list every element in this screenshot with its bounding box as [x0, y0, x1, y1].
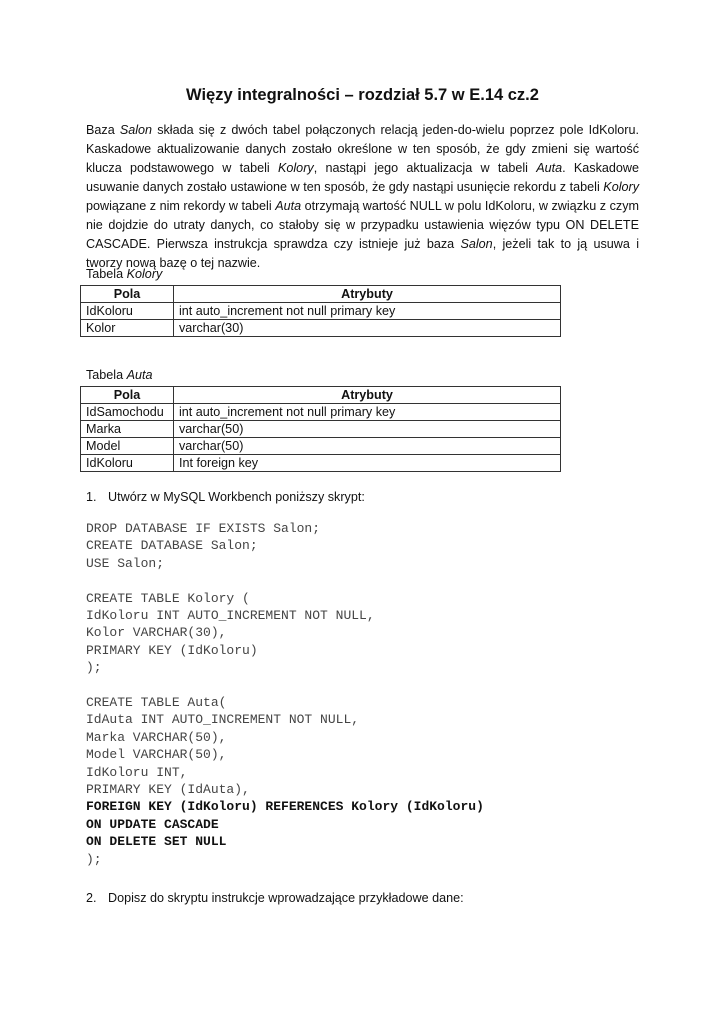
code-line: PRIMARY KEY (IdAuta), [86, 782, 250, 798]
header-pola: Pola [81, 286, 174, 303]
table-header-row [81, 286, 561, 303]
table-row [81, 404, 561, 421]
intro-italic-term: Salon [460, 237, 493, 251]
intro-text: , jeżeli tak to ją usuwa i tworzy nową bazę o tej nazwie. [86, 237, 639, 270]
cell-attributes: Int foreign key [174, 455, 561, 472]
code-line: IdKoloru INT AUTO_INCREMENT NOT NULL, [86, 608, 375, 624]
step-1 [86, 489, 365, 505]
cell-field: Marka [81, 421, 174, 438]
caption-prefix: Tabela [86, 267, 127, 281]
intro-text: powiązane z nim rekordy w tabeli [86, 199, 276, 213]
table-row [81, 455, 561, 472]
intro-text: . Kaskadowe usuwanie danych zostało ustawione w ten sposób, że gdy nastąpi usunięcie rekordu z tabeli [86, 161, 639, 194]
code-line: Marka VARCHAR(50), [86, 729, 227, 745]
step-number: 2. [86, 891, 97, 905]
code-line: ); [86, 660, 102, 676]
code-line: ); [86, 851, 102, 867]
table-row [81, 303, 561, 320]
header-atrybuty: Atrybuty [174, 387, 561, 404]
table-header-row [81, 387, 561, 404]
code-line: CREATE TABLE Kolory ( [86, 590, 250, 606]
intro-italic-term: Kolory [603, 180, 639, 194]
cell-attributes: varchar(50) [174, 438, 561, 455]
cell-field: Model [81, 438, 174, 455]
code-line: PRIMARY KEY (IdKoloru) [86, 642, 258, 658]
step-text: Utwórz w MySQL Workbench poniższy skrypt: [108, 490, 365, 504]
cell-field: IdKoloru [81, 303, 174, 320]
cell-field: Kolor [81, 320, 174, 337]
intro-text: składa się z dwóch tabel połączonych relacją jeden-do-wielu poprzez pole IdKoloru. Kaskadowe aktualizowanie danych zostało określone w ten sposób, że gdy zmieni się wartość klucza podstawowego w tabeli [86, 123, 639, 175]
sql-code-block [86, 520, 484, 868]
intro-italic-term: Kolory [277, 161, 314, 175]
intro-italic-term: Auta [275, 199, 302, 213]
table-row [81, 421, 561, 438]
intro-italic-term: Salon [119, 123, 153, 137]
code-line: USE Salon; [86, 555, 165, 571]
table-kolory [80, 285, 561, 337]
code-line: CREATE TABLE Auta( [86, 695, 227, 711]
intro-paragraph [86, 121, 639, 273]
caption-prefix: Tabela [86, 368, 127, 382]
intro-italic-term: Auta [536, 161, 563, 175]
code-line: ON DELETE SET NULL [86, 834, 227, 850]
code-line: IdAuta INT AUTO_INCREMENT NOT NULL, [86, 712, 360, 728]
cell-attributes: varchar(50) [174, 421, 561, 438]
intro-text: , nastąpi jego aktualizacja w tabeli [313, 161, 537, 175]
header-atrybuty: Atrybuty [174, 286, 561, 303]
step-number: 1. [86, 490, 97, 504]
table-row [81, 320, 561, 337]
code-line: Model VARCHAR(50), [86, 747, 227, 763]
table-auta-caption [86, 367, 153, 383]
page-title: Więzy integralności – rozdział 5.7 w E.14 cz.2 [186, 86, 539, 104]
step-2 [86, 890, 464, 906]
code-line [86, 677, 484, 694]
cell-attributes: varchar(30) [174, 320, 561, 337]
table-auta [80, 386, 561, 472]
step-text: Dopisz do skryptu instrukcje wprowadzające przykładowe dane: [108, 891, 464, 905]
code-line: ON UPDATE CASCADE [86, 816, 219, 832]
table-row [81, 438, 561, 455]
caption-table-name: Auta [126, 368, 153, 382]
cell-field: IdSamochodu [81, 404, 174, 421]
cell-attributes: int auto_increment not null primary key [174, 303, 561, 320]
cell-attributes: int auto_increment not null primary key [174, 404, 561, 421]
table-kolory-caption [86, 266, 162, 282]
cell-field: IdKoloru [81, 455, 174, 472]
intro-text: Baza [86, 123, 120, 137]
intro-text: otrzymają wartość NULL w polu IdKoloru, w związku z czym nie dojdzie do utraty danych, co stałoby się w przypadku ustawienia więzów typu ON DELETE CASCADE. Pierwsza instrukcja sprawdza czy istnieje już baza [86, 199, 639, 251]
code-line: FOREIGN KEY (IdKoloru) REFERENCES Kolory (IdKoloru) [86, 799, 484, 815]
code-line [86, 572, 484, 589]
code-line: DROP DATABASE IF EXISTS Salon; [86, 521, 321, 536]
code-line: IdKoloru INT, [86, 764, 188, 780]
header-pola: Pola [81, 387, 174, 404]
caption-table-name: Kolory [126, 267, 163, 281]
code-line: Kolor VARCHAR(30), [86, 625, 227, 641]
code-line: CREATE DATABASE Salon; [86, 538, 258, 554]
